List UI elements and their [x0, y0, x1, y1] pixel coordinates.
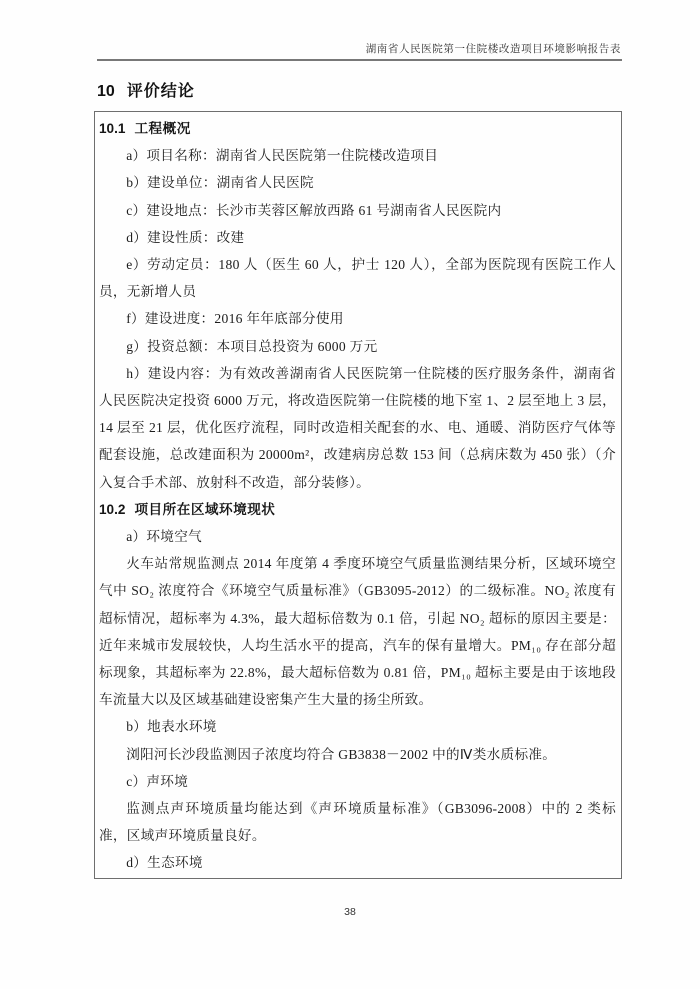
para-air-env-detail: 火车站常规监测点 2014 年度第 4 季度环境空气质量监测结果分析，区域环境空气中 SO₂ 浓度符合《环境空气质量标准》（GB3095-2012）的二级标准。NO₂ 浓度有超标情况，超标率为 4.3%，最大超标倍数为 0.1 倍，引起 NO₂ 超标的原因主要是：近年来城市发展较快，人均生活水平的提高，汽车的保有量增大。PM₁₀ 存在部分超标现象，其超标率为 22.8%，最大超标倍数为 0.81 倍，PM₁₀ 超标主要是由于该地段车流量大以及区域基础建设密集产生大量的扬尘所致。: [99, 556, 616, 708]
para-acoustic-env-detail: 监测点声环境质量均能达到《声环境质量标准》（GB3096-2008）中的 2 类标准，区域声环境质量良好。: [99, 801, 616, 844]
section-project-overview: [99, 115, 616, 496]
para-acoustic-env-label: c）声环境: [126, 773, 189, 789]
para-construction-site: c）建设地点：长沙市芙蓉区解放西路 61 号湖南省人民医院内: [126, 202, 502, 218]
section-regional-environment: [99, 496, 616, 877]
para-construction-content: h）建设内容：为有效改善湖南省人民医院第一住院楼的医疗服务条件，湖南省人民医院决定投资 6000 万元，将改造医院第一住院楼的地下室 1、2 层至地上 3 层，14 层至 21 层，优化医疗流程，同时改造相关配套的水、电、通暖、消防医疗气体等配套设施，总改建面积为 20000m²，改建病房总数 153 间（总病床数为 450 张）（介入复合手术部、放射科不改造，部分装修）。: [99, 365, 616, 490]
chapter-title: [97, 78, 195, 101]
para-construction-schedule: f）建设进度：2016 年年底部分使用: [126, 311, 344, 327]
section-heading-10-2: [99, 496, 616, 523]
section-heading-text-10-2: 项目所在区域环境现状: [134, 501, 276, 517]
section-heading-10-1: [99, 115, 616, 142]
section-number-10-1: 10.1: [99, 121, 126, 136]
section-number-10-2: 10.2: [99, 501, 126, 517]
running-header-title: 湖南省人民医院第一住院楼改造项目环境影响报告表: [365, 44, 621, 55]
para-construction-nature: d）建设性质：改建: [126, 229, 245, 245]
content-table: [94, 111, 622, 879]
section-heading-text-10-1: 工程概况: [134, 121, 191, 136]
para-surface-water-label: b）地表水环境: [126, 719, 217, 735]
chapter-title-text: 评价结论: [126, 83, 195, 100]
chapter-number: 10: [97, 83, 115, 100]
para-staffing: e）劳动定员：180 人（医生 60 人，护士 120 人），全部为医院现有医院工作人员，无新增人员: [99, 257, 616, 300]
para-construction-unit: b）建设单位：湖南省人民医院: [126, 175, 314, 191]
para-surface-water-detail: 浏阳河长沙段监测因子浓度均符合 GB3838－2002 中的Ⅳ类水质标准。: [126, 746, 557, 762]
para-project-name: a）项目名称：湖南省人民医院第一住院楼改造项目: [126, 148, 439, 164]
header-rule: [97, 59, 622, 61]
para-total-investment: g）投资总额：本项目总投资为 6000 万元: [126, 338, 378, 354]
para-ecological-env-label: d）生态环境: [126, 855, 203, 871]
para-air-env-label: a）环境空气: [126, 529, 202, 545]
page-number: 38: [344, 906, 356, 918]
page-footer: [0, 902, 700, 920]
